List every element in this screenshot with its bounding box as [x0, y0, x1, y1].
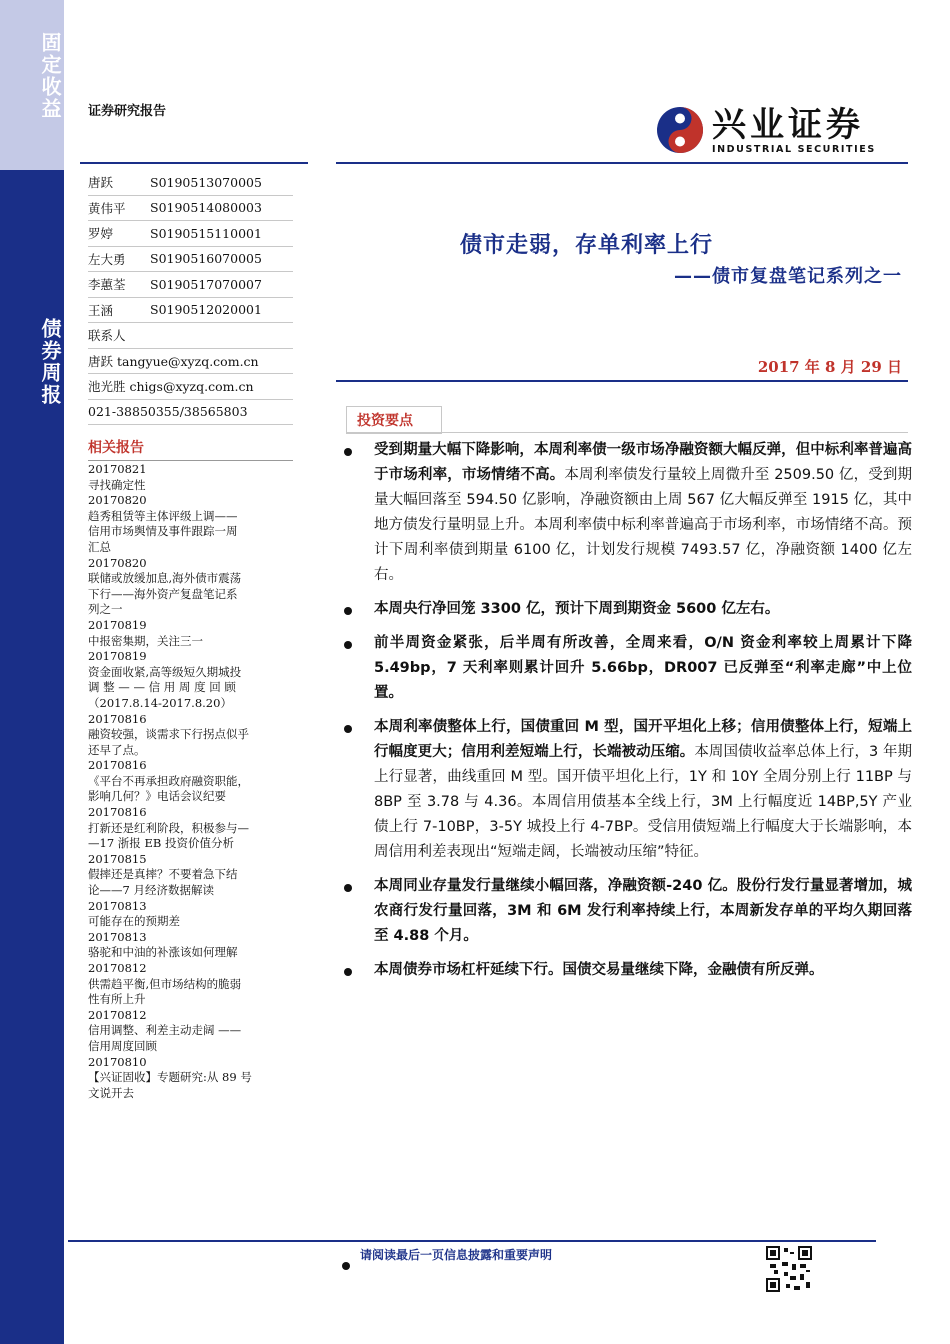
related-report-line: 20170820	[88, 493, 147, 508]
related-reports-divider	[88, 460, 293, 461]
key-points-list	[340, 438, 912, 992]
related-report-line: 骆驼和中油的补涨该如何理解	[88, 945, 238, 960]
key-point-text: 本周利率债发行量较上周微升至 2509.50 亿，受到期量大幅回落至 594.50 亿影响，净融资额由上周 567 亿大幅反弹至 1915 亿，其中地方债发行量明显上升。本周利率债中标利率普遍高于市场利率，市场情绪不高。预计下周利率债到期量 6100 亿，计划发行规模 7493.57 亿，净融资额 1400 亿左右。	[374, 467, 913, 583]
analyst-row	[88, 196, 293, 222]
header-divider-right	[336, 162, 908, 164]
related-reports-title: 相关报告	[88, 440, 144, 456]
sidebar-report-type-label: 债券周报	[38, 318, 62, 406]
related-report-line: 信用周度回顾	[88, 1038, 157, 1053]
contact-line: 池光胜 chigs@xyzq.com.cn	[88, 374, 293, 400]
related-report-line: 20170812	[88, 961, 147, 975]
analyst-row	[88, 170, 293, 196]
header-divider-left	[80, 162, 308, 164]
related-report-line: 调 整 — — 信 用 周 度 回 顾	[88, 680, 236, 695]
bullet-dot-icon	[344, 607, 352, 615]
date-divider	[336, 380, 908, 382]
related-report-line: （2017.8.14-2017.8.20）	[88, 695, 232, 710]
related-report-line: 20170812	[88, 1007, 147, 1022]
related-report-line: 可能存在的预期差	[88, 914, 180, 929]
key-point-item	[340, 874, 912, 949]
key-point-text: 本周国债收益率总体上行，3 年期上行显著，曲线重回 M 型。国开债平坦化上行，1Y 和 10Y 全周分别上行 11BP 与 8BP 至 3.78 与 4.36。本周信用债基本全线上行，3M 上行幅度近 14BP,5Y 产业债上行 7-10BP，3-5Y 城投上行 4-7BP。受信用债短端上行幅度大于长端影响，本周信用利差表现出“短端走阔，长端被动压缩”特征。	[374, 744, 912, 860]
bullet-dot-icon	[344, 884, 352, 892]
related-report-line: 影响几何？》电话会议纪要	[88, 789, 226, 804]
key-point-item	[340, 715, 912, 865]
analyst-name: 罗婷	[88, 226, 114, 242]
related-report-line: 《平台不再承担政府融资职能，	[88, 773, 249, 788]
related-report-line: 20170816	[88, 805, 147, 820]
analyst-row	[88, 272, 293, 298]
related-report-line: 信用市场舆情及事件跟踪一周	[88, 524, 238, 539]
key-point-bold: 受到期量大幅下降影响，本周利率债一级市场净融资额大幅反弹，但中标利率普遍高于市场利率，市场情绪不高。	[374, 442, 912, 483]
report-type-label: 证券研究报告	[88, 104, 167, 119]
related-report-line: 性有所上升	[88, 992, 146, 1007]
footer-bullet-icon	[342, 1262, 350, 1270]
key-points-tag	[346, 406, 442, 434]
related-report-line: 【兴证固收】专题研究:从 89 号	[88, 1070, 252, 1085]
related-report-line: 联储或放缓加息,海外债市震荡	[88, 571, 242, 586]
analyst-id: S0190516070005	[150, 251, 262, 267]
related-report-line: 20170813	[88, 898, 147, 913]
related-report-line: 列之一	[88, 602, 123, 617]
key-point-item	[340, 597, 912, 622]
related-report-line: 文说开去	[88, 1085, 134, 1100]
bullet-dot-icon	[344, 448, 352, 456]
related-report-line: —17 浙报 EB 投资价值分析	[88, 836, 234, 851]
key-points-divider	[346, 432, 908, 433]
key-point-item	[340, 958, 912, 983]
logo-emblem-icon	[654, 104, 706, 156]
contact-line: 唐跃 tangyue@xyzq.com.cn	[88, 349, 293, 375]
logo-name-en: INDUSTRIAL SECURITIES	[712, 144, 876, 155]
analyst-row	[88, 221, 293, 247]
related-report-line: 信用调整、利差主动走阔 ——	[88, 1023, 242, 1038]
key-point-bold: 本周利率债整体上行，国债重回 M 型，国开平坦化上移；信用债整体上行，短端上行幅度更大；信用利差短端上行，长端被动压缩。	[374, 719, 912, 760]
footer-disclosure-notice: 请阅读最后一页信息披露和重要声明	[360, 1248, 553, 1262]
related-report-line: 融资较强，谈需求下行拐点似乎	[88, 727, 249, 742]
related-report-line: 20170815	[88, 851, 147, 866]
related-report-line: 论——7 月经济数据解读	[88, 883, 214, 898]
analyst-id: S0190512020001	[150, 302, 262, 318]
related-report-line: 资金面收紧,高等级短久期城投	[88, 664, 242, 679]
footer-divider	[68, 1240, 876, 1242]
key-points-label: 投资要点	[357, 413, 413, 429]
analyst-id: S0190515110001	[150, 225, 262, 241]
contact-phone: 021-38850355/38565803	[88, 400, 293, 426]
related-report-line: 假摔还是真摔？不要着急下结	[88, 867, 238, 882]
analyst-id: S0190514080003	[150, 200, 262, 216]
qr-code-icon	[766, 1246, 812, 1292]
related-report-line: 中报密集期，关注三一	[88, 633, 203, 648]
logo-name-cn: 兴业证券	[712, 105, 864, 145]
related-report-line: 20170816	[88, 758, 147, 773]
contact-label: 联系人	[88, 323, 293, 349]
analyst-name: 左大勇	[88, 251, 126, 267]
analyst-name: 黄伟平	[88, 200, 126, 216]
analyst-name: 王涵	[88, 302, 114, 318]
key-point-item	[340, 631, 912, 706]
related-report-line: 打新还是红利阶段，积极参与—	[88, 820, 249, 835]
report-subtitle: ——债市复盘笔记系列之一	[674, 266, 902, 287]
analyst-row	[88, 298, 293, 324]
related-report-line: 趋秀租赁等主体评级上调——	[88, 508, 238, 523]
bullet-dot-icon	[344, 725, 352, 733]
sidebar-category-label: 固定收益	[38, 32, 62, 120]
report-title: 债市走弱，存单利率上行	[460, 233, 714, 258]
related-reports-list	[88, 462, 288, 1101]
related-report-line: 20170810	[88, 1054, 147, 1069]
bullet-dot-icon	[344, 968, 352, 976]
related-report-line: 20170819	[88, 617, 147, 632]
analyst-id: S0190517070007	[150, 276, 262, 292]
related-report-line: 20170813	[88, 929, 147, 944]
related-report-line: 寻找确定性	[88, 477, 146, 492]
company-logo	[654, 104, 904, 160]
key-point-bold: 本周债券市场杠杆延续下行。国债交易量继续下降，金融债有所反弹。	[374, 962, 824, 978]
related-report-line: 下行——海外资产复盘笔记系	[88, 586, 238, 601]
related-report-line: 20170819	[88, 649, 147, 664]
analyst-id: S0190513070005	[150, 174, 262, 190]
key-point-bold: 本周同业存量发行量继续小幅回落，净融资额-240 亿。股份行发行量显著增加，城农商行发行量回落，3M 和 6M 发行利率持续上行，本周新发存单的平均久期回落至 4.88 个月。	[374, 878, 912, 944]
related-report-line: 还早了点。	[88, 742, 146, 757]
related-report-line: 供需趋平衡,但市场结构的脆弱	[88, 976, 242, 991]
related-report-line: 汇总	[88, 539, 111, 554]
analyst-name: 唐跃	[88, 175, 114, 191]
analyst-name: 李蕙荃	[88, 277, 126, 293]
related-report-line: 20170821	[88, 462, 147, 476]
report-date: 2017 年 8 月 29 日	[757, 358, 902, 376]
key-point-item	[340, 438, 912, 588]
related-report-line: 20170820	[88, 555, 147, 570]
bullet-dot-icon	[344, 641, 352, 649]
analyst-list	[88, 170, 293, 425]
key-point-bold: 前半周资金紧张，后半周有所改善，全周来看，O/N 资金利率较上周累计下降 5.49bp，7 天利率则累计回升 5.66bp，DR007 已反弹至“利率走廊”中上位置。	[374, 635, 912, 701]
related-report-line: 20170816	[88, 711, 147, 726]
key-point-bold: 本周央行净回笼 3300 亿，预计下周到期资金 5600 亿左右。	[374, 601, 780, 617]
analyst-row	[88, 247, 293, 273]
